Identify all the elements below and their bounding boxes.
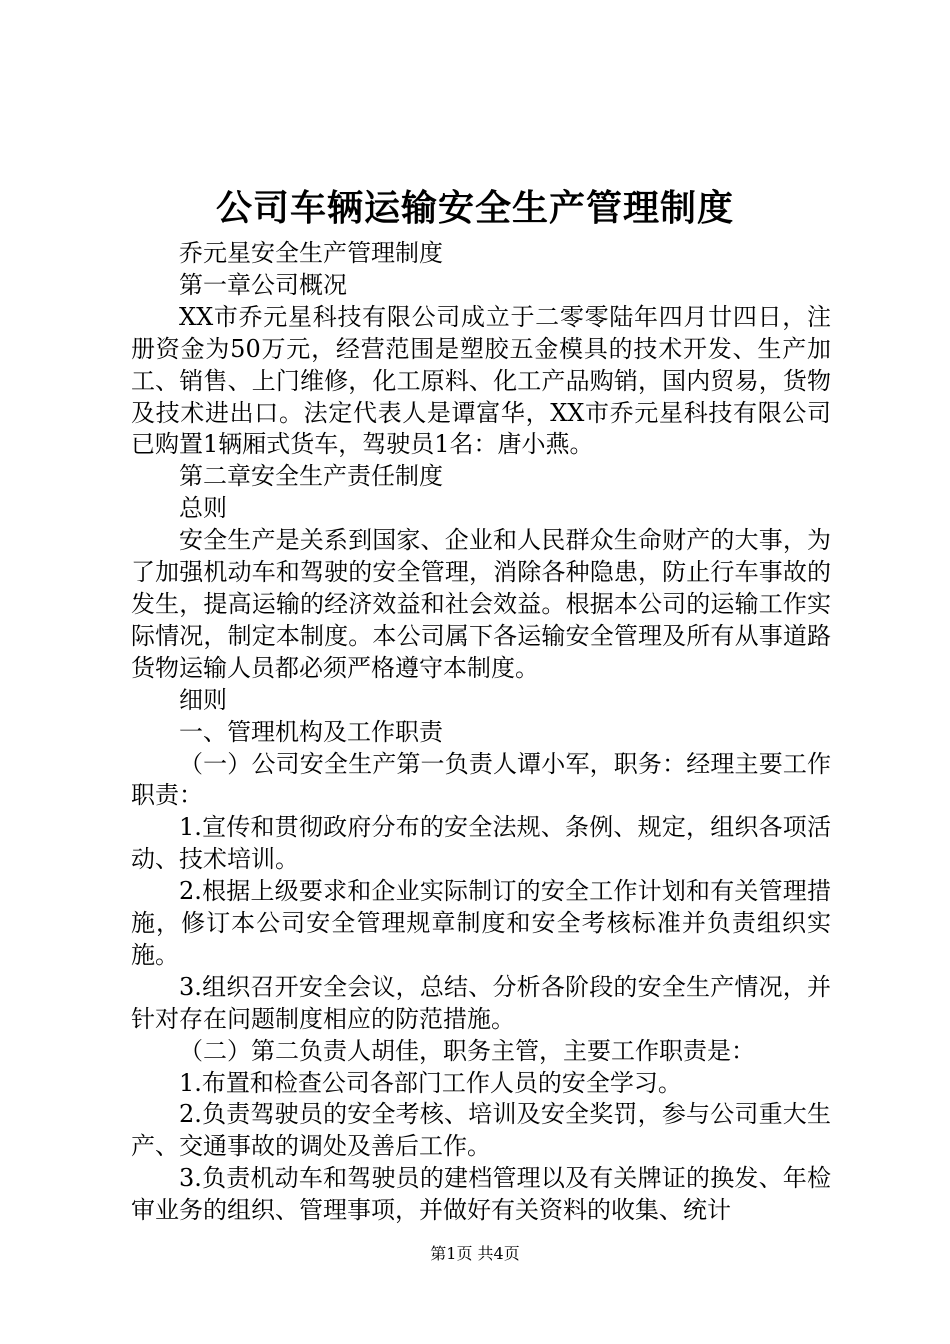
paragraph-duty-2-2: 2.负责驾驶员的安全考核、培训及安全奖罚，参与公司重大生产、交通事故的调处及善后工作。 [131,1100,831,1161]
paragraph-company-overview: XX市乔元星科技有限公司成立于二零零陆年四月廿四日，注册资金为50万元，经营范围是塑胶五金模具的技术开发、生产加工、销售、上门维修，化工原料、化工产品购销，国内贸易，货物及技术进出口。法定代表人是谭富华，XX市乔元星科技有限公司已购置1辆厢式货车，驾驶员1名：唐小燕。 [131,302,831,459]
paragraph-system-name: 乔元星安全生产管理制度 [179,239,443,267]
paragraph-second-responsible-person: （二）第二负责人胡佳，职务主管，主要工作职责是： [179,1036,755,1065]
document-body [131,238,831,1227]
paragraph-section-1-heading: 一、管理机构及工作职责 [179,717,443,746]
paragraph-duty-1-2: 2.根据上级要求和企业实际制订的安全工作计划和有关管理措施，修订本公司安全管理规章制度和安全考核标准并负责组织实施。 [131,877,831,969]
document-title: 公司车辆运输安全生产管理制度 [215,187,734,229]
paragraph-duty-1-3: 3.组织召开安全会议，总结、分析各阶段的安全生产情况，并针对存在问题制度相应的防范措施。 [131,972,831,1033]
paragraph-duty-1-1: 1.宣传和贯彻政府分布的安全法规、条例、规定，组织各项活动、技术培训。 [131,813,831,874]
paragraph-chapter-2-heading: 第二章安全生产责任制度 [179,462,443,491]
paragraph-first-responsible-person: （一）公司安全生产第一负责人谭小军，职务：经理主要工作职责： [131,749,831,810]
paragraph-duty-2-3: 3.负责机动车和驾驶员的建档管理以及有关牌证的换发、年检审业务的组织、管理事项，并做好有关资料的收集、统计 [131,1164,831,1225]
paragraph-detailed-rules-heading: 细则 [179,685,227,714]
paragraph-general-principles-heading: 总则 [179,494,227,523]
page-footer: 第1页 共4页 [430,1244,520,1263]
paragraph-chapter-1-heading: 第一章公司概况 [179,270,347,299]
paragraph-duty-2-1: 1.布置和检查公司各部门工作人员的安全学习。 [179,1068,682,1097]
paragraph-general-principles: 安全生产是关系到国家、企业和人民群众生命财产的大事，为了加强机动车和驾驶的安全管理，消除各种隐患，防止行车事故的发生，提高运输的经济效益和社会效益。根据本公司的运输工作实际情况，制定本制度。本公司属下各运输安全管理及所有从事道路货物运输人员都必须严格遵守本制度。 [131,526,831,682]
